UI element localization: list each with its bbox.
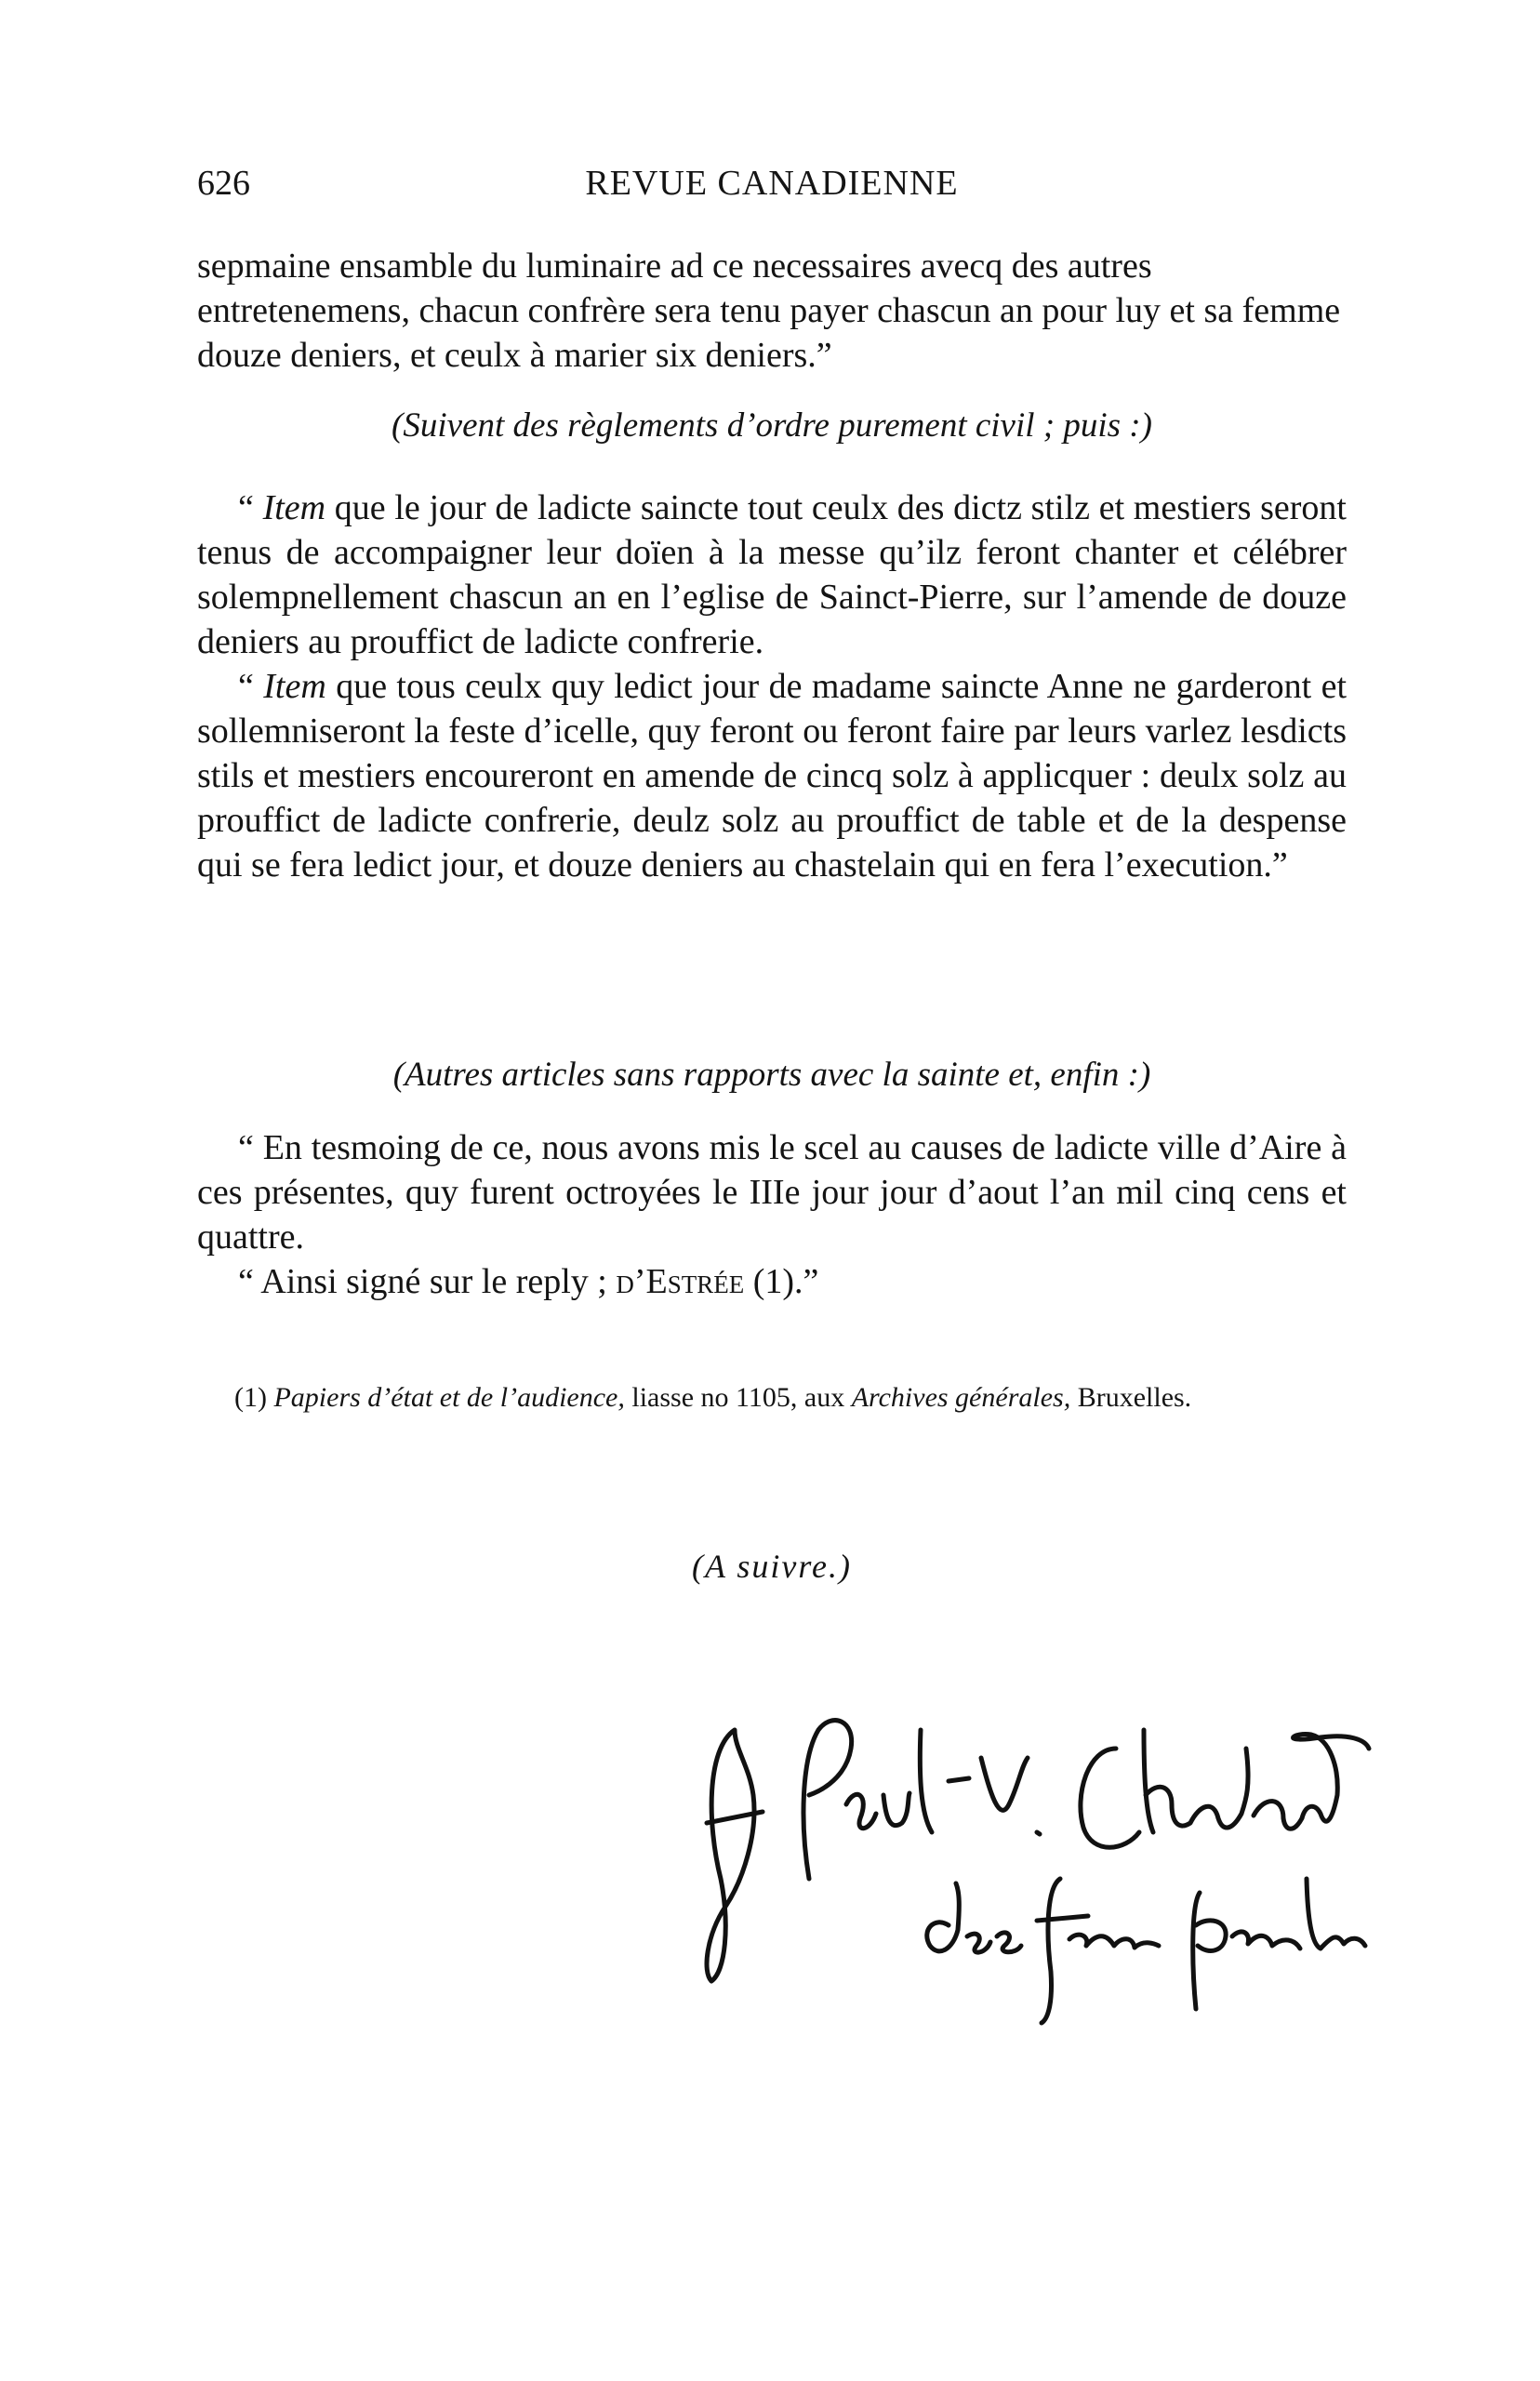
- quote-mark: “: [238, 1262, 254, 1301]
- footnote-reference: (1).”: [752, 1262, 819, 1301]
- item-word: Item: [263, 667, 326, 706]
- paragraph-continuation: [197, 244, 1347, 378]
- item-word: Item: [262, 488, 326, 527]
- paragraph-4-text: En tesmoing de ce, nous avons mis le scel au causes de ladicte ville d’Aire à ces présentes, quy furent octroyées le IIIe jour jour d’aout l’an mil cinq cens et quattre.: [197, 1128, 1348, 1257]
- paragraph-3-text: que tous ceulx quy ledict jour de madame saincte Anne ne garderont et sollemniseront la feste d’icelle, quy feront ou feront faire par leurs varlez lesdicts stils et mestiers encoureront en amende de cincq solz à applicquer : deulx solz au prouffict de ladicte confrerie, deulz solz au prouffict de table et de la despense qui se fera ledict jour, et douze deniers au chastelain qui en fera l’execution.”: [197, 667, 1348, 885]
- handwritten-signature: [670, 1693, 1376, 2028]
- page-number: 626: [197, 164, 250, 203]
- page-header: [197, 160, 1347, 206]
- paragraph-5-text: Ainsi signé sur le reply ;: [260, 1262, 607, 1301]
- footnote: [197, 1380, 1347, 1416]
- paragraph-3: [197, 664, 1347, 887]
- paragraph-5: [197, 1259, 1347, 1304]
- paragraph-group-items: [197, 486, 1347, 887]
- quote-mark: “: [238, 488, 254, 527]
- footnote-title-1: Papiers d’état et de l’audience,: [273, 1382, 625, 1413]
- running-head: REVUE CANADIENNE: [585, 164, 959, 203]
- paragraph-4: [197, 1125, 1347, 1259]
- footnote-title-2: Archives générales,: [851, 1382, 1071, 1413]
- editorial-note-2: (Autres articles sans rapports avec la sainte et, enfin :): [392, 1056, 1151, 1094]
- footnote-marker: (1): [234, 1382, 267, 1413]
- paragraph-1: sepmaine ensamble du luminaire ad ce necessaires avecq des autres entretenemens, chacun confrère sera tenu payer chascun an pour luy et sa femme douze deniers, et ceulx à marier six deniers.”: [197, 246, 1341, 375]
- quote-mark: “: [238, 1128, 254, 1167]
- to-be-continued: (A suivre.): [692, 1548, 852, 1585]
- editorial-note-1: (Suivent des règlements d’ordre purement civil ; puis :): [392, 406, 1152, 445]
- paragraph-group-closing: [197, 1125, 1347, 1304]
- paragraph-2-text: que le jour de ladicte saincte tout ceulx des dictz stilz et mestiers seront tenus de accompaigner leur doïen à la messe qu’ilz feront chanter et célébrer solempnellement chascun an en l’eglise de Sainct-Pierre, sur l’amende de douze deniers au prouffict de ladicte confrerie.: [197, 488, 1347, 661]
- paragraph-2: [197, 486, 1347, 664]
- signature-drawing: [670, 1693, 1376, 2028]
- footnote-text: liasse no 1105, aux: [631, 1382, 845, 1413]
- footnote-end: Bruxelles.: [1077, 1382, 1192, 1413]
- quote-mark: “: [238, 667, 254, 706]
- signatory-name: d’Estrée: [616, 1262, 745, 1301]
